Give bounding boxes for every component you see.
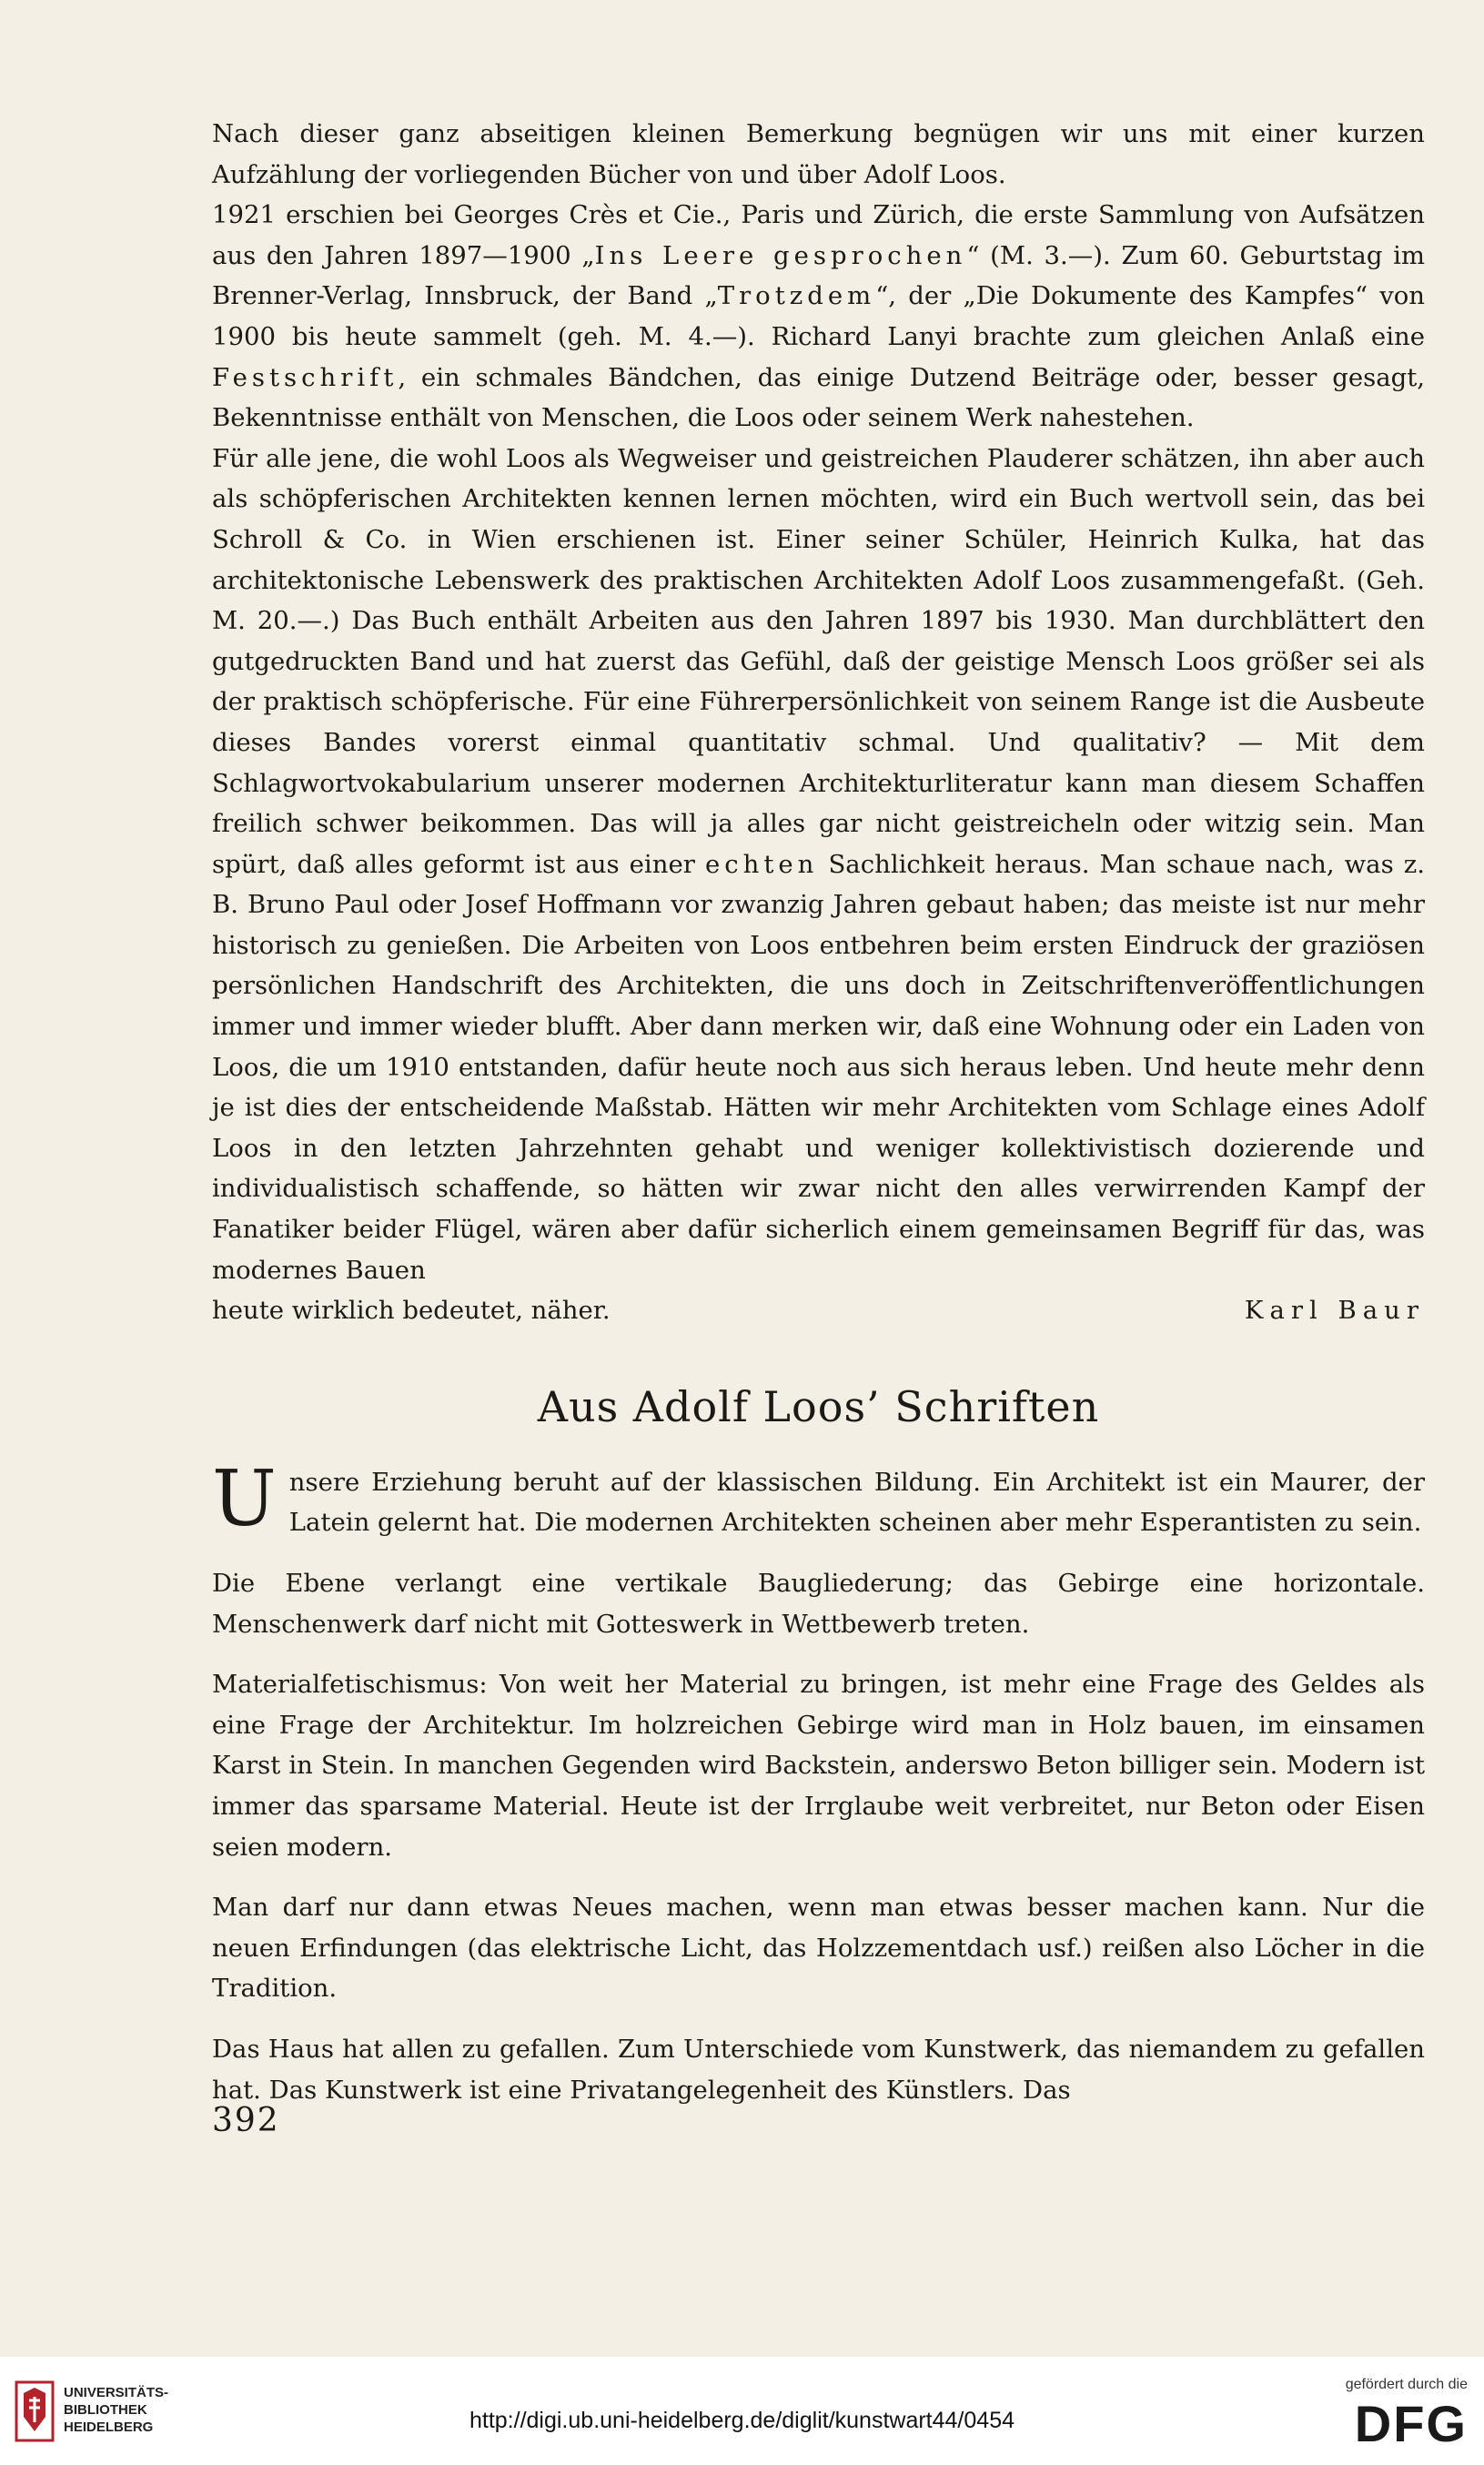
section-paragraph-1 xyxy=(212,1453,1425,1543)
institution-line-2: BIBLIOTHEK xyxy=(64,2402,147,2418)
drop-cap-letter: U xyxy=(212,1453,277,1543)
dfg-logo: DFG xyxy=(1354,2395,1468,2452)
review-last-line: heute wirklich bedeutet, näher. xyxy=(212,1296,611,1326)
review-p2-text-c: “, der „Die Dokumente des Kampfes“ von 1900 bis heute sammelt (geh. M. 4.—). Richard Lanyi brachte zum gleichen Anlaß eine xyxy=(212,281,1425,351)
page-number: 392 xyxy=(212,2102,280,2139)
book-title-ins-leere-gesprochen: Ins Leere gesprochen xyxy=(594,240,967,270)
funded-by-text: gefördert durch die xyxy=(1345,2377,1468,2392)
section-paragraph-5 xyxy=(212,2029,1425,2110)
review-paragraph-3 xyxy=(212,439,1425,1290)
section-paragraph-4 xyxy=(212,1887,1425,2009)
section-p4-text: Man darf nur dann etwas Neues machen, wenn man etwas besser machen kann. Nur die neuen Erfindungen (das elektrische Licht, das Holzzementdach usf.) reißen also Löcher in die Tradition. xyxy=(212,1893,1425,2004)
viewer-footer xyxy=(0,2357,1484,2465)
book-title-trotzdem: Trotzdem xyxy=(717,281,876,311)
emphasis-echten: echten xyxy=(704,849,819,879)
review-p2-text-d: , ein schmales Bändchen, das einige Dutzend Beiträge oder, besser gesagt, Bekenntnisse enthält von Menschen, die Loos oder seinem Werk nahestehen. xyxy=(212,362,1425,433)
review-signature-line xyxy=(212,1290,1425,1331)
section-p3-text: Von weit her Material zu bringen, ist mehr eine Frage des Geldes als eine Frage der Architektur. Im holzreichen Gebirge wird man in Holz bauen, im einsamen Karst in Stein. In manchen Gegenden wird Backstein, anderswo Beton billiger sein. Modern ist immer das sparsame Material. Heute ist der Irrglaube weit verbreitet, nur Beton oder Eisen seien modern. xyxy=(212,1670,1425,1862)
review-p2-text-a: 1921 erschien bei Georges Crès et Cie., Paris und Zürich, die erste Sammlung von Aufsätzen aus den Jahren 1897—1900 „ xyxy=(212,200,1425,270)
review-p3-text-b: Sachlichkeit heraus. Man schaue nach, was z. B. Bruno Paul oder Josef Hoffmann vor zwanzig Jahren gebaut haben; das meiste ist nur mehr historisch zu genießen. Die Arbeiten von Loos entbehren beim ersten Eindruck der graziösen persönlichen Handschrift des Architekten, die uns doch in Zeitschriftenveröffentlichungen immer und immer wieder blufft. Aber dann merken wir, daß eine Wohnung oder ein Laden von Loos, die um 1910 entstanden, dafür heute noch aus sich heraus leben. Und heute mehr denn je ist dies der entscheidende Maßstab. Hätten wir mehr Architekten vom Schlage eines Adolf Loos in den letzten Jahrzehnten gehabt und weniger kollektivistisch dozierende und individualistisch schaffende, so hätten wir zwar nicht den alles verwirrenden Kampf der Fanatiker beider Flügel, wären aber dafür sicherlich einem gemeinsamen Begriff für das, was modernes Bauen xyxy=(212,849,1425,1285)
institution-line-1: UNIVERSITÄTS- xyxy=(64,2385,169,2400)
review-p3-text-a: Für alle jene, die wohl Loos als Wegweiser und geistreichen Plauderer schätzen, ihn aber auch als schöpferischen Architekten kennen lernen möchten, wird ein Buch wertvoll sein, das bei Schroll & Co. in Wien erschienen ist. Einer seiner Schüler, Heinrich Kulka, hat das architektonische Lebenswerk des praktischen Architekten Adolf Loos zusammengefaßt. (Geh. M. 20.—.) Das Buch enthält Arbeiten aus den Jahren 1897 bis 1930. Man durchblättert den gutgedruckten Band und hat zuerst das Gefühl, daß der geistige Mensch Loos größer sei als der praktisch schöpferische. Für eine Führerpersönlichkeit von seinem Range ist die Ausbeute dieses Bandes vorerst einmal quantitativ schmal. Und qualitativ? — Mit dem Schlagwortvokabularium unserer modernen Architekturliteratur kann man diesem Schaffen freilich schwer beikommen. Das will ja alles gar nicht geistreicheln oder witzig sein. Man spürt, daß alles geformt ist aus einer xyxy=(212,443,1425,879)
review-paragraph-1 xyxy=(212,114,1425,195)
section-p5-text: Das Haus hat allen zu gefallen. Zum Unterschiede vom Kunstwerk, das niemandem zu gefallen hat. Das Kunstwerk ist eine Privatangelegenheit des Künstlers. Das xyxy=(212,2034,1425,2105)
permalink-url[interactable]: http://digi.ub.uni-heidelberg.de/diglit/kunstwart44/0454 xyxy=(469,2408,1015,2433)
page-content xyxy=(212,114,1425,2110)
book-title-festschrift: Festschrift xyxy=(212,362,399,392)
review-p2-text-b: “ (M. 3.—). Zum 60. Geburtstag im Brenner-Verlag, Innsbruck, der Band „ xyxy=(212,240,1426,311)
materialfetischismus-label: Materialfetischismus: xyxy=(212,1670,488,1700)
section-paragraph-3 xyxy=(212,1664,1425,1867)
section-p2-text: Die Ebene verlangt eine vertikale Baugliederung; das Gebirge eine horizontale. Menschenwerk darf nicht mit Gotteswerk in Wettbewerb treten. xyxy=(212,1569,1425,1639)
section-p1-text: nsere Erziehung beruht auf der klassischen Bildung. Ein Architekt ist ein Maurer, der Latein gelernt hat. Die modernen Architekten scheinen aber mehr Esperantisten zu sein. xyxy=(288,1467,1425,1538)
author-signature: Karl Baur xyxy=(1244,1296,1425,1326)
review-p1-text: Nach dieser ganz abseitigen kleinen Bemerkung begnügen wir uns mit einer kurzen Aufzählung der vorliegenden Bücher von und über Adolf Loos. xyxy=(212,119,1425,189)
review-paragraph-2 xyxy=(212,195,1425,439)
section-paragraph-2 xyxy=(212,1563,1425,1644)
section-heading: Aus Adolf Loos’ Schriften xyxy=(537,1381,1100,1431)
institution-line-3: HEIDELBERG xyxy=(64,2420,154,2435)
